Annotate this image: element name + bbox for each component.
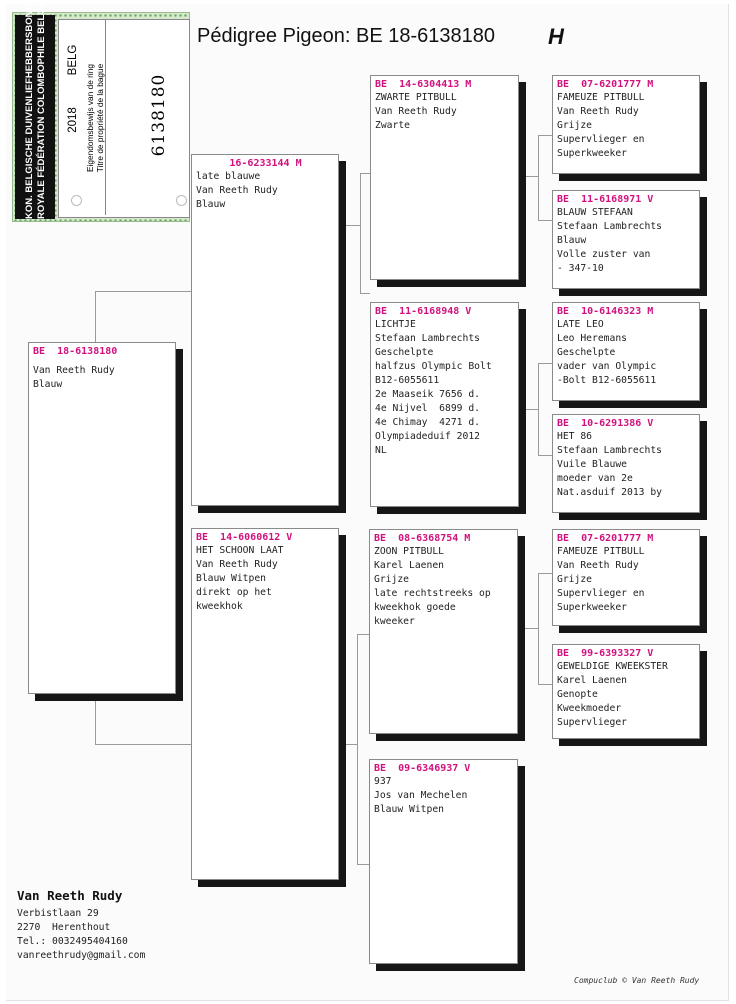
connector [538,363,552,364]
fmm-color: Vuile Blauwe [557,459,627,470]
connector [342,225,360,226]
fm-name: LICHTJE [375,319,416,330]
fff-color: Grijze [557,120,592,131]
ffm-name: BLAUW STEFAAN [557,207,633,218]
mf-note: kweeker [374,616,415,627]
great-grandparent-box [552,529,700,626]
fm-country: NL [375,445,387,456]
connector [339,744,357,745]
ff-ring-number: BE 14-6304413 M [375,79,472,90]
mf-name: ZOON PITBULL [374,546,444,557]
owner-name: Van Reeth Rudy [17,888,123,903]
ring-year: 2018 [67,107,79,133]
connector [360,293,370,294]
fff-ring-number: BE 07-6201777 M [557,79,654,90]
mf-owner: Karel Laenen [374,560,444,571]
fmf-note: vader van Olympic [557,361,657,372]
card-hole-icon [71,195,82,206]
connector [357,634,369,635]
great-grandparent-box [552,414,700,513]
connector [522,628,538,629]
fmm-name: HET 86 [557,431,592,442]
mfm-owner: Karel Laenen [557,675,627,686]
fm-owner: Stefaan Lambrechts [375,333,480,344]
mff-ring-number: BE 07-6201777 M [557,533,654,544]
fm-result: 2e Maaseik 7656 d. [375,389,480,400]
connector [95,291,192,292]
owner-street: Verbistlaan 29 [17,908,99,919]
fmm-owner: Stefaan Lambrechts [557,445,662,456]
mff-note: Superkweeker [557,602,627,613]
paternal-grandmother-box [370,302,519,507]
mfm-ring-number: BE 99-6393327 V [557,648,654,659]
father-color: Blauw [196,199,226,210]
mother-name: HET SCHOON LAAT [196,545,284,556]
fmf-owner: Leo Heremans [557,333,627,344]
mf-color: Grijze [374,574,409,585]
mff-color: Grijze [557,574,592,585]
mother-note: direkt op het [196,587,272,598]
fm-result: 4e Chimay 4271 d. [375,417,480,428]
mff-name: FAMEUZE PITBULL [557,546,645,557]
fm-title: Olympiadeduif 2012 [375,431,480,442]
mfm-note: Kweekmoeder [557,703,622,714]
paternal-grandfather-box [370,75,519,280]
owner-email: vanreethrudy@gmail.com [17,950,146,961]
connector [357,634,358,864]
handwritten-mark: H [548,24,564,49]
maternal-grandfather-box [369,529,518,734]
card-hole-icon [176,195,187,206]
connector [538,684,552,685]
fmm-note: Nat.asduif 2013 by [557,487,662,498]
ffm-note: - 347-10 [557,263,604,274]
mfm-note: Supervlieger [557,717,627,728]
father-name: late blauwe [196,171,261,182]
fff-note: Superkweeker [557,148,627,159]
fm-ring-number: BE 11-6168948 V [375,306,472,317]
subject-owner: Van Reeth Rudy [33,365,115,376]
ring-card-subtitle-nl: Eigendomsbewijs van de ring [85,64,95,172]
ring-number: 6138180 [149,73,169,157]
great-grandparent-box [552,302,700,401]
ffm-ring-number: BE 11-6168971 V [557,194,654,205]
connector [522,176,538,177]
connector [95,694,96,744]
connector [357,864,369,865]
fmm-ring-number: BE 10-6291386 V [557,418,654,429]
mf-note: late rechtstreeks op [374,588,491,599]
fff-name: FAMEUZE PITBULL [557,92,645,103]
owner-phone: Tel.: 0032495404160 [17,936,128,947]
ring-card-panel [58,19,190,218]
ffm-note: Volle zuster van [557,249,651,260]
mff-owner: Van Reeth Rudy [557,560,639,571]
subject-pigeon-box [28,342,176,694]
ring-card-subtitle [85,64,105,173]
fm-result: 4e Nijvel 6899 d. [375,403,480,414]
connector [95,744,191,745]
mother-box [191,528,339,880]
ff-name: ZWARTE PITBULL [375,92,457,103]
ffm-owner: Stefaan Lambrechts [557,221,662,232]
mother-ring-number: BE 14-6060612 V [196,532,293,543]
great-grandparent-box [552,75,700,174]
connector [538,135,552,136]
subject-color: Blauw [33,379,63,390]
mother-owner: Van Reeth Rudy [196,559,278,570]
connector [95,291,96,343]
father-ring-number: 16-6233144 M [229,158,302,169]
mm-name: 937 [374,776,392,787]
fmf-ring-number: BE 10-6146323 M [557,306,654,317]
connector [538,363,539,455]
mfm-name: GEWELDIGE KWEEKSTER [557,661,668,672]
maternal-grandmother-box [369,759,518,964]
subject-ring-number: BE 18-6138180 [33,346,118,357]
page-title: Pédigree Pigeon: BE 18-6138180 [197,25,496,47]
ring-country: BELG [67,44,79,76]
ring-card-yearbox [59,20,106,215]
ffm-color: Blauw [557,235,587,246]
ring-card-subtitle-fr: Titre de propriété de la bague [95,63,105,173]
connector [360,173,370,174]
federation-name-fr: ROYALE FÉDÉRATION COLOMBOPHILE BELGE [36,1,47,219]
connector [538,220,552,221]
mm-ring-number: BE 09-6346937 V [374,763,471,774]
mf-ring-number: BE 08-6368754 M [374,533,471,544]
connector [360,173,361,293]
father-owner: Van Reeth Rudy [196,185,278,196]
federation-band [15,1,55,219]
ff-owner: Van Reeth Rudy [375,106,457,117]
fm-color: Geschelpte [375,347,434,358]
mm-color: Blauw Witpen [374,804,444,815]
ring-ownership-card [12,1,190,222]
mfm-color: Genopte [557,689,598,700]
mf-note: kweekhok goede [374,602,456,613]
fmf-note: -Bolt B12-6055611 [557,375,657,386]
owner-city: 2270 Herenthout [17,922,111,933]
connector [538,573,552,574]
father-box [191,154,339,506]
federation-name [24,1,48,219]
mother-color: Blauw Witpen [196,573,266,584]
connector [538,135,539,220]
ff-color: Zwarte [375,120,410,131]
fff-owner: Van Reeth Rudy [557,106,639,117]
great-grandparent-box [552,190,700,289]
mm-owner: Jos van Mechelen [374,790,468,801]
fmf-color: Geschelpte [557,347,616,358]
connector [522,409,538,410]
fmm-note: moeder van 2e [557,473,633,484]
fmf-name: LATE LEO [557,319,604,330]
mff-note: Supervlieger en [557,588,645,599]
federation-name-nl: KON. BELGISCHE DUIVENLIEFHEBBERSBOND [24,3,35,219]
mother-note: kweekhok [196,601,243,612]
fm-note: halfzus Olympic Bolt [375,361,492,372]
software-credit: Compuclub © Van Reeth Rudy [574,976,700,985]
fff-note: Supervlieger en [557,134,645,145]
great-grandparent-box [552,644,700,739]
connector [538,573,539,684]
fm-note: B12-6055611 [375,375,440,386]
connector [538,455,552,456]
